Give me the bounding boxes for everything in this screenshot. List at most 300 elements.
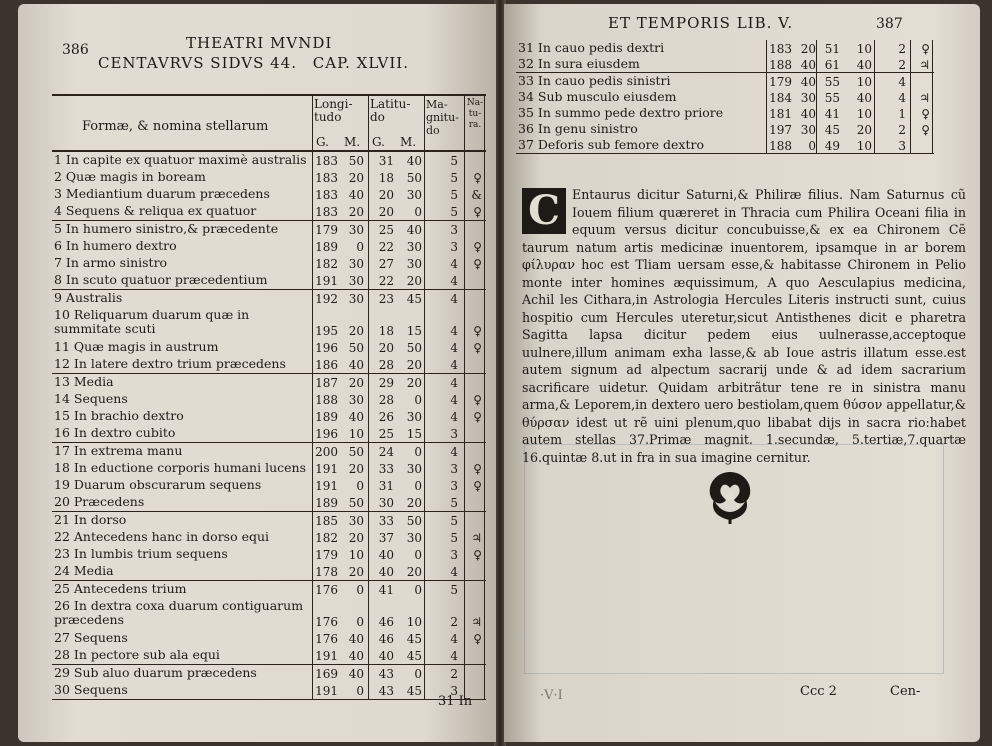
table-row — [52, 255, 486, 272]
longitude-degrees: 183 — [769, 42, 792, 56]
header-magnitude: Ma- gnitu- do — [426, 98, 459, 137]
longitude-degrees: 176 — [315, 632, 338, 646]
magnitude-value: 3 — [450, 462, 458, 476]
star-name: 19 Duarum obscurarum sequens — [54, 477, 262, 492]
longitude-degrees: 188 — [769, 139, 792, 153]
longitude-degrees: 191 — [315, 479, 338, 493]
table-row — [52, 460, 486, 477]
magnitude-value: 4 — [898, 75, 906, 89]
latitude-degrees: 37 — [378, 531, 394, 545]
latitude-minutes: 40 — [406, 223, 422, 237]
latitude-degrees: 46 — [378, 615, 394, 629]
star-name: 29 Sub aluo duarum præcedens — [54, 665, 257, 680]
latitude-minutes: 30 — [406, 240, 422, 254]
table-row — [52, 598, 486, 630]
longitude-degrees: 200 — [315, 445, 338, 459]
longitude-minutes: 40 — [800, 75, 816, 89]
star-name: 20 Præcedens — [54, 494, 145, 509]
magnitude-value: 4 — [450, 274, 458, 288]
latitude-degrees: 51 — [824, 42, 840, 56]
star-name: 13 Media — [54, 374, 114, 389]
table-row — [52, 408, 486, 425]
star-name: 7 In armo sinistro — [54, 255, 168, 270]
latitude-minutes: 30 — [406, 257, 422, 271]
longitude-minutes: 40 — [348, 667, 364, 681]
table-group — [52, 512, 486, 581]
header-latitude: Latitu- do — [370, 97, 411, 124]
nature-symbol: ♀ — [473, 410, 482, 424]
latitude-minutes: 45 — [406, 632, 422, 646]
table-row — [516, 56, 934, 72]
left-page-number: 386 — [62, 42, 89, 58]
star-name: 10 Reliquarum duarum quæ in summitate scuti — [54, 307, 250, 336]
star-name: 36 In genu sinistro — [518, 121, 638, 136]
magnitude-value: 4 — [450, 358, 458, 372]
table-row — [52, 221, 486, 238]
latitude-degrees: 43 — [378, 667, 394, 681]
magnitude-value: 3 — [450, 427, 458, 441]
magnitude-value: 4 — [450, 632, 458, 646]
nature-symbol: ♀ — [473, 324, 482, 338]
table-row — [52, 238, 486, 255]
longitude-degrees: 191 — [315, 274, 338, 288]
star-name: 5 In humero sinistro,& præcedente — [54, 221, 279, 236]
latitude-minutes: 30 — [406, 462, 422, 476]
longitude-minutes: 40 — [800, 58, 816, 72]
header-names: Formæ, & nomina stellarum — [82, 119, 269, 134]
magnitude-value: 2 — [898, 123, 906, 137]
latitude-degrees: 20 — [378, 188, 394, 202]
latitude-minutes: 0 — [414, 548, 422, 562]
chapter-title: CENTAVRVS SIDVS 44. — [98, 54, 297, 72]
latitude-degrees: 30 — [378, 496, 394, 510]
longitude-degrees: 196 — [315, 427, 338, 441]
longitude-minutes: 30 — [348, 223, 364, 237]
latitude-minutes: 0 — [414, 445, 422, 459]
nature-symbol: ♀ — [473, 632, 482, 646]
latitude-minutes: 20 — [406, 496, 422, 510]
longitude-degrees: 182 — [315, 257, 338, 271]
magnitude-value: 3 — [450, 684, 458, 698]
left-running-head: THEATRI MVNDI — [186, 34, 333, 52]
latitude-minutes: 30 — [406, 531, 422, 545]
longitude-minutes: 0 — [356, 479, 364, 493]
magnitude-value: 3 — [450, 548, 458, 562]
left-page — [18, 4, 496, 742]
magnitude-value: 4 — [450, 393, 458, 407]
star-table-left — [52, 94, 486, 700]
longitude-degrees: 178 — [315, 565, 338, 579]
table-group — [52, 152, 486, 221]
latitude-minutes: 15 — [406, 427, 422, 441]
latitude-degrees: 18 — [378, 324, 394, 338]
latitude-minutes: 0 — [414, 583, 422, 597]
latitude-minutes: 20 — [406, 376, 422, 390]
latitude-minutes: 45 — [406, 292, 422, 306]
star-name: 1 In capite ex quatuor maximè australis — [54, 152, 307, 167]
table-row — [52, 186, 486, 203]
latitude-minutes: 10 — [856, 139, 872, 153]
magnitude-value: 5 — [450, 583, 458, 597]
star-name: 25 Antecedens trium — [54, 581, 187, 596]
star-name: 27 Sequens — [54, 630, 128, 645]
table-row — [52, 391, 486, 408]
latitude-minutes: 10 — [856, 75, 872, 89]
magnitude-value: 4 — [898, 91, 906, 105]
longitude-minutes: 40 — [348, 188, 364, 202]
latitude-minutes: 20 — [856, 123, 872, 137]
table-row — [52, 339, 486, 356]
latitude-minutes: 50 — [406, 341, 422, 355]
nature-symbol: ♀ — [473, 393, 482, 407]
nature-symbol: ♀ — [473, 205, 482, 219]
latitude-degrees: 31 — [378, 479, 394, 493]
longitude-minutes: 10 — [348, 427, 364, 441]
magnitude-value: 2 — [898, 58, 906, 72]
star-name: 31 In cauo pedis dextri — [518, 40, 665, 55]
longitude-degrees: 189 — [315, 496, 338, 510]
table-group — [52, 290, 486, 374]
latitude-degrees: 22 — [378, 274, 394, 288]
table-row — [52, 477, 486, 494]
star-name: 26 In dextra coxa duarum contiguarum præcedens — [54, 598, 304, 627]
magnitude-value: 3 — [450, 240, 458, 254]
nature-symbol: ♃ — [471, 531, 482, 545]
star-name: 18 In eductione corporis humani lucens — [54, 460, 306, 475]
table-group — [52, 374, 486, 443]
longitude-degrees: 184 — [769, 91, 792, 105]
nature-symbol: ♃ — [919, 58, 930, 72]
longitude-minutes: 50 — [348, 341, 364, 355]
longitude-degrees: 189 — [315, 240, 338, 254]
star-name: 15 In brachio dextro — [54, 408, 184, 423]
latitude-degrees: 25 — [378, 427, 394, 441]
star-name: 2 Quæ magis in boream — [54, 169, 206, 184]
latitude-minutes: 0 — [414, 479, 422, 493]
nature-symbol: ♀ — [921, 123, 930, 137]
latitude-minutes: 10 — [856, 107, 872, 121]
latitude-degrees: 43 — [378, 684, 394, 698]
longitude-minutes: 40 — [800, 107, 816, 121]
table-row — [52, 374, 486, 391]
longitude-minutes: 30 — [348, 274, 364, 288]
header-m-longitude: M. — [344, 135, 361, 149]
latitude-degrees: 27 — [378, 257, 394, 271]
longitude-degrees: 179 — [315, 548, 338, 562]
nature-symbol: ♀ — [473, 240, 482, 254]
table-body-left — [52, 152, 486, 700]
latitude-minutes: 0 — [414, 393, 422, 407]
longitude-degrees: 181 — [769, 107, 792, 121]
star-name: 3 Mediantium duarum præcedens — [54, 186, 270, 201]
magnitude-value: 4 — [450, 341, 458, 355]
table-row — [52, 512, 486, 529]
longitude-minutes: 0 — [356, 583, 364, 597]
latitude-degrees: 49 — [824, 139, 840, 153]
show-through-diagram — [524, 444, 944, 674]
nature-symbol: ♀ — [473, 479, 482, 493]
table-row — [516, 137, 934, 153]
latitude-degrees: 29 — [378, 376, 394, 390]
latitude-degrees: 23 — [378, 292, 394, 306]
paragraph-text: Entaurus dicitur Saturni,& Philiræ filius. Nam Saturnus cũ Iouem filium quæreret in Thracia cum Philira Oceani filia in equum versus dicitur concubuisse,& ex ea Chironem Cẽ taurum natum artis medicinæ inuentorem, ipsamque in ar borem φίλυραν hoc est Tliam uersam esse,& habitasse Chironem in Pelio monte inter homines æquissimum, A quo Aesculapius medicina, Achil les Cithara,in Astrologia Hercules Literis instructi sunt, cuius hospitio cum Hercules uteretur,sicut Antisthenes dicit e pharetra Sagitta lapsa dicitur pedem eius uulnerasse,acceptoque uulnere,illum animam exha lasse,& ab Ioue astris illatum esse.est autem signum ad alpectum sacrarij unde & ad idem sacrarium sacrificare uidetur. Quidam arbitrãtur tene re in sinistra manu arma,& Leporem,in dextero uero bestiolam,quem θύσον appellatur,& θύρσαν idest ut rẽ uini plenum,quo libabat dijs in sacra rio:habet autem stellas 37.Primæ magnit. 1.secundæ, 5.tertiæ,7.quartæ 16.quintæ 8.ut in fra in sua imagine cernitur. — [522, 187, 966, 465]
table-row — [52, 647, 486, 664]
magnitude-value: 4 — [450, 445, 458, 459]
table-row — [516, 40, 934, 56]
longitude-minutes: 30 — [348, 514, 364, 528]
latitude-degrees: 55 — [824, 75, 840, 89]
nature-symbol: ♀ — [473, 462, 482, 476]
magnitude-value: 2 — [450, 615, 458, 629]
longitude-minutes: 0 — [808, 139, 816, 153]
latitude-degrees: 28 — [378, 393, 394, 407]
star-name: 11 Quæ magis in austrum — [54, 339, 219, 354]
longitude-minutes: 30 — [348, 393, 364, 407]
table-row — [52, 529, 486, 546]
latitude-minutes: 40 — [406, 154, 422, 168]
star-name: 12 In latere dextro trium præcedens — [54, 356, 286, 371]
longitude-degrees: 179 — [769, 75, 792, 89]
magnitude-value: 4 — [450, 410, 458, 424]
table-row — [52, 356, 486, 373]
latitude-minutes: 0 — [414, 205, 422, 219]
centaurus-text — [522, 186, 966, 466]
table-row — [52, 630, 486, 647]
latitude-minutes: 20 — [406, 274, 422, 288]
table-group — [52, 443, 486, 512]
table-row — [52, 563, 486, 580]
table-body-right — [516, 40, 934, 154]
latitude-degrees: 41 — [378, 583, 394, 597]
longitude-minutes: 40 — [348, 410, 364, 424]
latitude-minutes: 40 — [856, 58, 872, 72]
latitude-degrees: 20 — [378, 205, 394, 219]
magnitude-value: 2 — [898, 42, 906, 56]
star-name: 34 Sub musculo eiusdem — [518, 89, 677, 104]
latitude-degrees: 40 — [378, 649, 394, 663]
header-nature: Na- tu- ra. — [466, 98, 484, 130]
latitude-minutes: 30 — [406, 188, 422, 202]
longitude-degrees: 176 — [315, 615, 338, 629]
magnitude-value: 4 — [450, 649, 458, 663]
table-row — [52, 665, 486, 682]
longitude-degrees: 185 — [315, 514, 338, 528]
latitude-degrees: 61 — [824, 58, 840, 72]
latitude-minutes: 50 — [406, 171, 422, 185]
table-row — [516, 89, 934, 105]
latitude-degrees: 40 — [378, 548, 394, 562]
latitude-degrees: 24 — [378, 445, 394, 459]
magnitude-value: 3 — [450, 223, 458, 237]
latitude-minutes: 50 — [406, 514, 422, 528]
nature-symbol: ♀ — [921, 42, 930, 56]
longitude-degrees: 189 — [315, 410, 338, 424]
longitude-degrees: 183 — [315, 188, 338, 202]
table-row — [52, 169, 486, 186]
longitude-minutes: 20 — [800, 42, 816, 56]
right-catchword: Cen- — [890, 684, 921, 699]
star-name: 23 In lumbis trium sequens — [54, 546, 228, 561]
chapter-heading — [98, 54, 409, 72]
latitude-minutes: 20 — [406, 565, 422, 579]
magnitude-value: 1 — [898, 107, 906, 121]
star-name: 28 In pectore sub ala equi — [54, 647, 220, 662]
star-name: 17 In extrema manu — [54, 443, 183, 458]
latitude-degrees: 40 — [378, 565, 394, 579]
table-row — [52, 682, 486, 699]
longitude-minutes: 20 — [348, 205, 364, 219]
longitude-degrees: 196 — [315, 341, 338, 355]
star-name: 14 Sequens — [54, 391, 128, 406]
longitude-degrees: 187 — [315, 376, 338, 390]
magnitude-value: 5 — [450, 496, 458, 510]
right-running-head: ET TEMPORIS LIB. V. — [608, 14, 794, 32]
right-page-number: 387 — [876, 16, 903, 32]
longitude-degrees: 195 — [315, 324, 338, 338]
star-name: 21 In dorso — [54, 512, 127, 527]
longitude-minutes: 30 — [348, 257, 364, 271]
longitude-minutes: 50 — [348, 445, 364, 459]
nature-symbol: ♀ — [473, 171, 482, 185]
latitude-degrees: 33 — [378, 462, 394, 476]
nature-symbol: ♀ — [473, 341, 482, 355]
longitude-minutes: 0 — [356, 240, 364, 254]
longitude-minutes: 0 — [356, 684, 364, 698]
longitude-minutes: 30 — [348, 292, 364, 306]
longitude-degrees: 197 — [769, 123, 792, 137]
longitude-minutes: 20 — [348, 171, 364, 185]
nature-symbol: & — [471, 188, 482, 202]
longitude-degrees: 169 — [315, 667, 338, 681]
longitude-minutes: 20 — [348, 462, 364, 476]
star-name: 37 Deforis sub femore dextro — [518, 137, 704, 152]
latitude-minutes: 10 — [406, 615, 422, 629]
longitude-minutes: 0 — [356, 615, 364, 629]
magnitude-value: 5 — [450, 188, 458, 202]
longitude-degrees: 191 — [315, 684, 338, 698]
longitude-degrees: 183 — [315, 154, 338, 168]
drop-cap: C — [522, 188, 566, 234]
right-page — [504, 4, 980, 742]
header-m-latitude: M. — [400, 135, 417, 149]
magnitude-value: 3 — [898, 139, 906, 153]
table-row — [52, 307, 486, 339]
table-row — [52, 581, 486, 598]
table-header — [52, 94, 486, 152]
latitude-minutes: 40 — [856, 91, 872, 105]
nature-symbol: ♀ — [473, 257, 482, 271]
latitude-degrees: 25 — [378, 223, 394, 237]
longitude-minutes: 40 — [348, 649, 364, 663]
table-row — [52, 272, 486, 289]
longitude-minutes: 50 — [348, 496, 364, 510]
longitude-minutes: 40 — [348, 632, 364, 646]
header-g-longitude: G. — [316, 135, 329, 149]
magnitude-value: 4 — [450, 565, 458, 579]
latitude-degrees: 28 — [378, 358, 394, 372]
show-through-mark: ·V·I — [540, 688, 563, 703]
longitude-degrees: 183 — [315, 205, 338, 219]
table-row — [52, 546, 486, 563]
latitude-minutes: 20 — [406, 358, 422, 372]
star-name: 30 Sequens — [54, 682, 128, 697]
latitude-degrees: 46 — [378, 632, 394, 646]
table-row — [52, 290, 486, 307]
magnitude-value: 4 — [450, 292, 458, 306]
star-name: 24 Media — [54, 563, 114, 578]
star-name: 9 Australis — [54, 290, 123, 305]
nature-symbol: ♀ — [473, 548, 482, 562]
header-g-latitude: G. — [372, 135, 385, 149]
nature-symbol: ♃ — [919, 91, 930, 105]
table-row — [52, 203, 486, 220]
latitude-minutes: 15 — [406, 324, 422, 338]
latitude-minutes: 0 — [414, 667, 422, 681]
longitude-degrees: 191 — [315, 462, 338, 476]
star-name: 16 In dextro cubito — [54, 425, 176, 440]
table-group — [52, 665, 486, 700]
longitude-minutes: 20 — [348, 376, 364, 390]
nature-symbol: ♃ — [471, 615, 482, 629]
latitude-minutes: 30 — [406, 410, 422, 424]
magnitude-value: 5 — [450, 531, 458, 545]
chapter-number: CAP. XLVII. — [312, 54, 409, 72]
longitude-degrees: 176 — [315, 583, 338, 597]
longitude-minutes: 20 — [348, 531, 364, 545]
magnitude-value: 4 — [450, 324, 458, 338]
latitude-minutes: 45 — [406, 684, 422, 698]
table-row — [52, 152, 486, 169]
magnitude-value: 5 — [450, 514, 458, 528]
longitude-degrees: 179 — [315, 223, 338, 237]
latitude-degrees: 45 — [824, 123, 840, 137]
header-longitude: Longi- tudo — [314, 97, 353, 124]
table-group — [516, 73, 934, 154]
star-name: 32 In sura eiusdem — [518, 56, 640, 71]
table-group — [516, 40, 934, 73]
signature-mark: Ccc 2 — [800, 684, 837, 699]
latitude-minutes: 10 — [856, 42, 872, 56]
latitude-degrees: 55 — [824, 91, 840, 105]
latitude-minutes: 45 — [406, 649, 422, 663]
magnitude-value: 3 — [450, 479, 458, 493]
longitude-minutes: 10 — [348, 548, 364, 562]
table-row — [516, 105, 934, 121]
table-group — [52, 221, 486, 290]
magnitude-value: 5 — [450, 205, 458, 219]
longitude-degrees: 183 — [315, 171, 338, 185]
table-row — [52, 443, 486, 460]
latitude-degrees: 26 — [378, 410, 394, 424]
table-row — [516, 73, 934, 89]
longitude-minutes: 20 — [348, 324, 364, 338]
table-row — [52, 494, 486, 511]
longitude-degrees: 192 — [315, 292, 338, 306]
table-group — [52, 581, 486, 665]
star-name: 22 Antecedens hanc in dorso equi — [54, 529, 270, 544]
magnitude-value: 5 — [450, 171, 458, 185]
table-row — [52, 425, 486, 442]
longitude-degrees: 188 — [769, 58, 792, 72]
left-catchword: 31 In — [438, 694, 473, 709]
latitude-degrees: 31 — [378, 154, 394, 168]
star-name: 33 In cauo pedis sinistri — [518, 73, 671, 88]
magnitude-value: 4 — [450, 376, 458, 390]
longitude-degrees: 182 — [315, 531, 338, 545]
star-name: 8 In scuto quatuor præcedentium — [54, 272, 268, 287]
latitude-degrees: 33 — [378, 514, 394, 528]
longitude-minutes: 50 — [348, 154, 364, 168]
